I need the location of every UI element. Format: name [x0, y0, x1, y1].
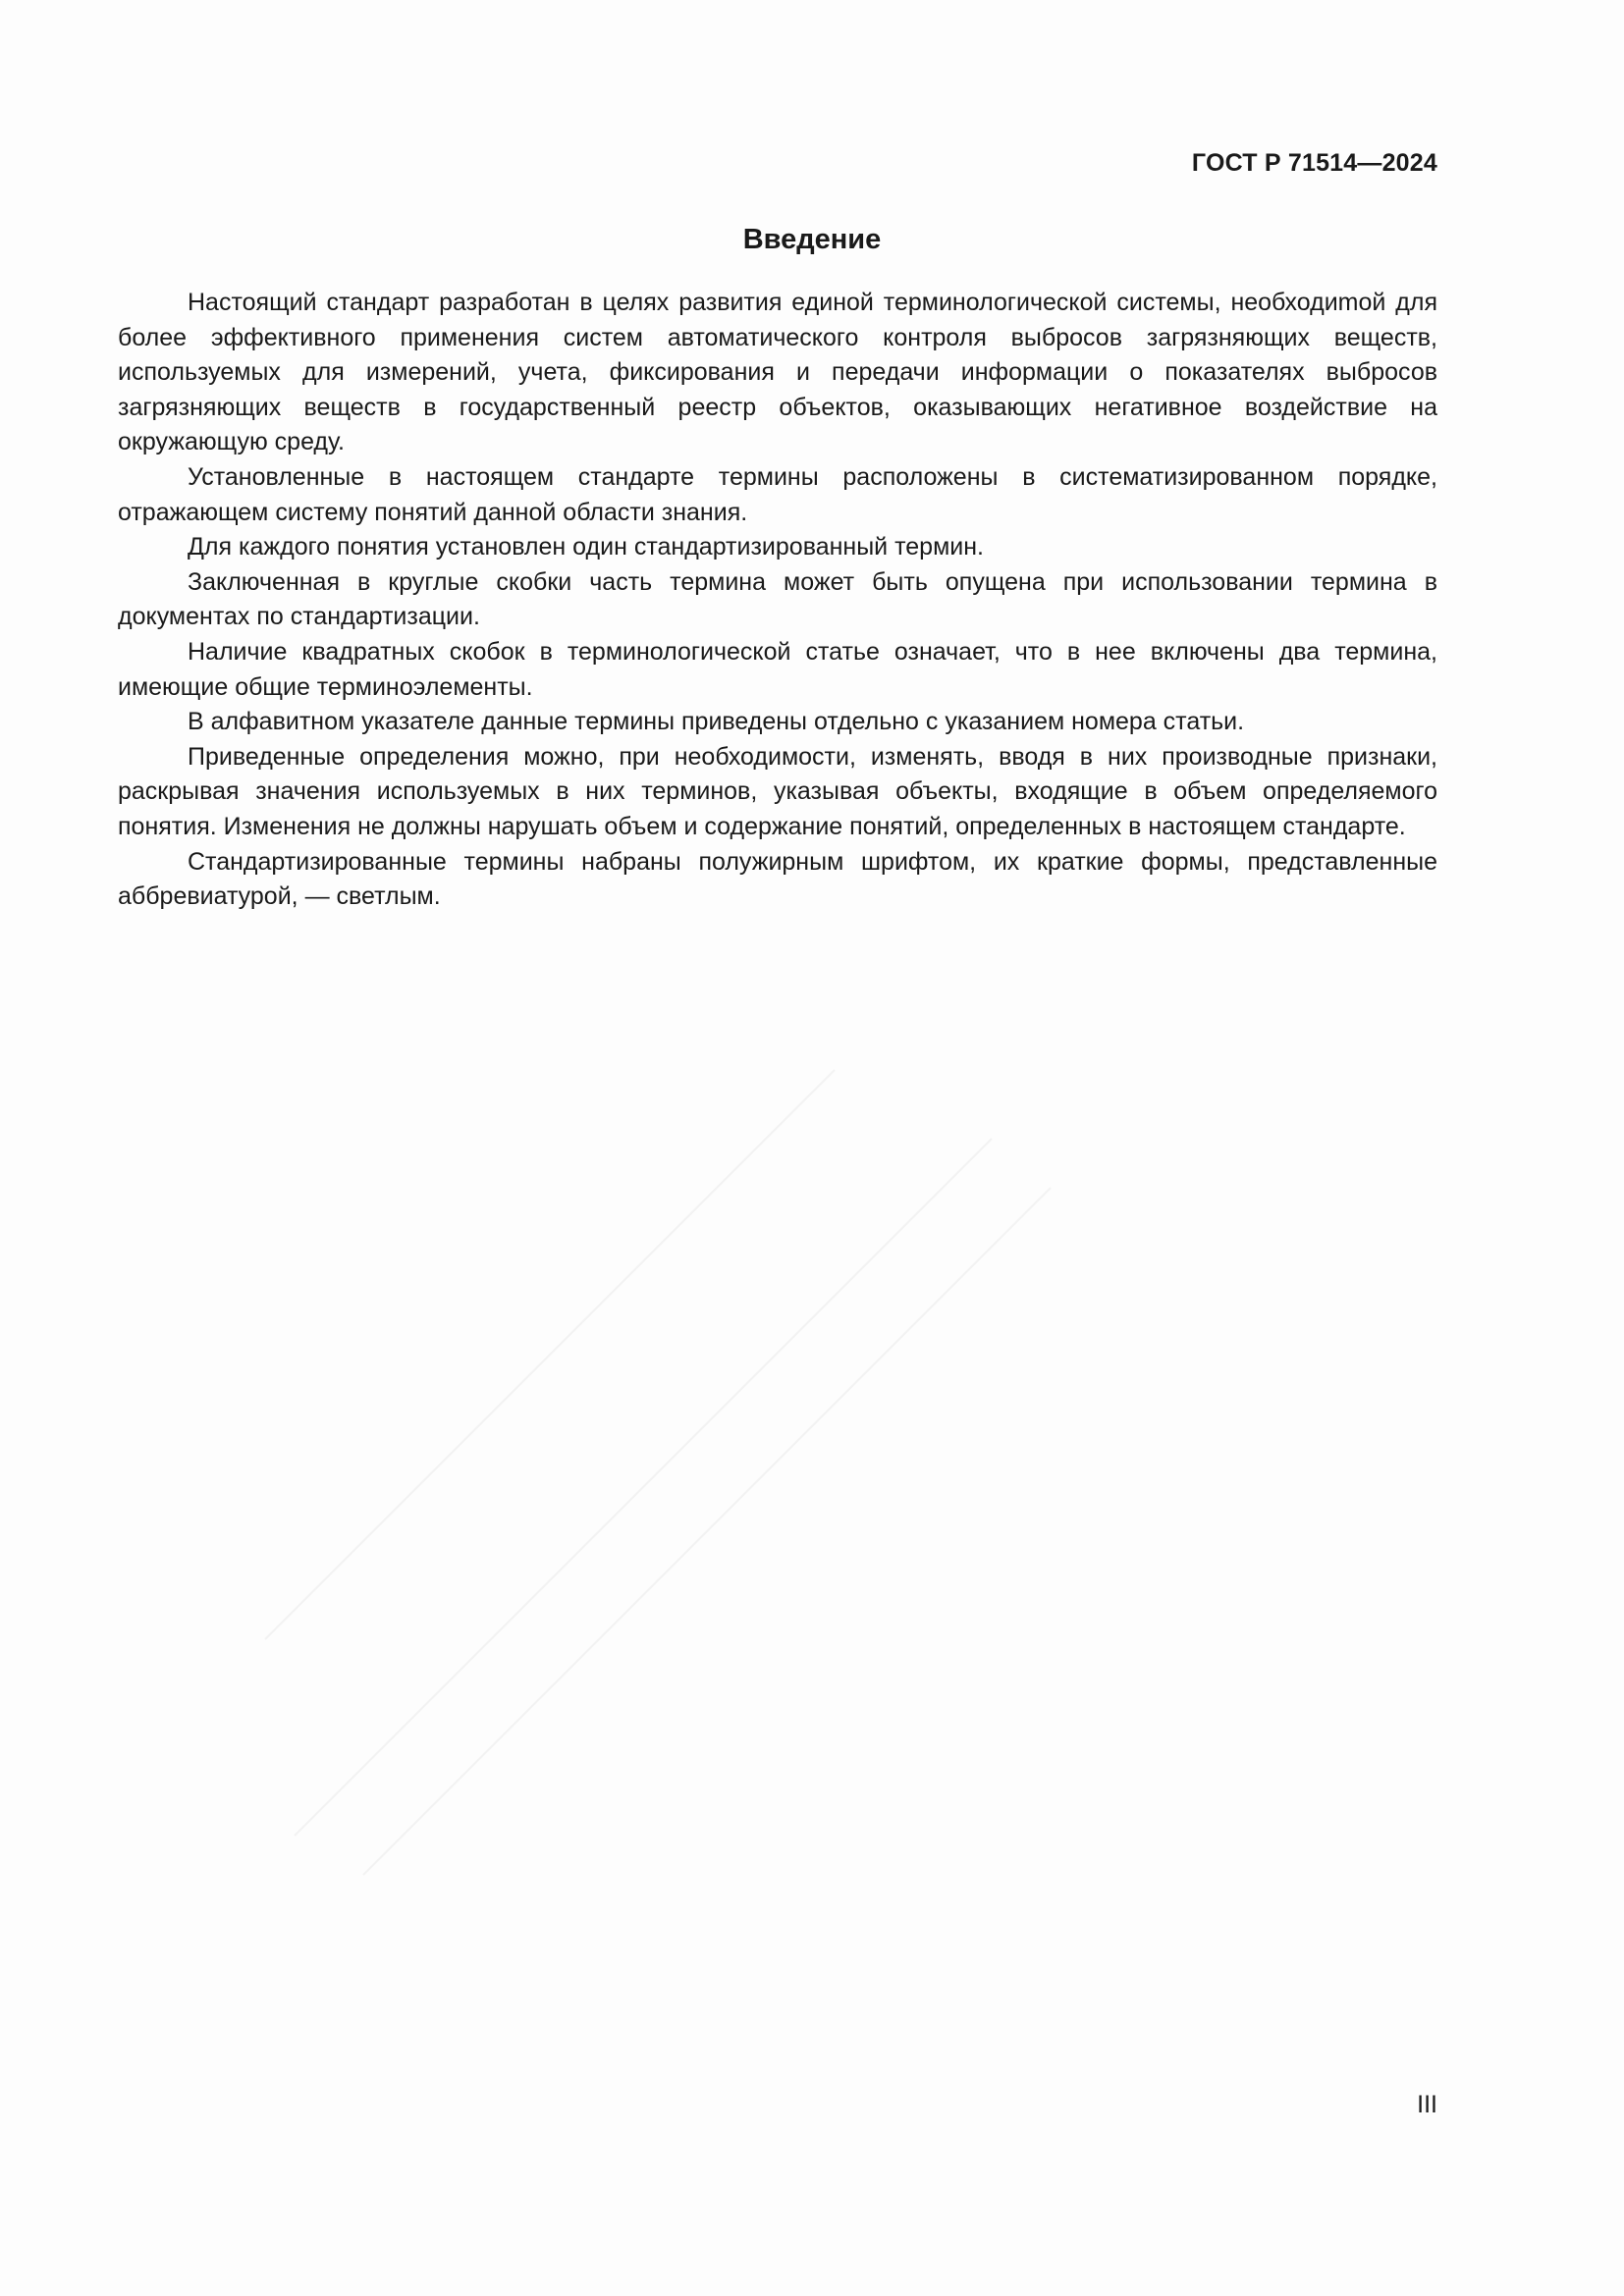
paragraph: Приведенные определения можно, при необходимости, изменять, вводя в них производные признаки, раскрывая значения используемых в них терминов, указывая объекты, входящие в объем определяемого понятия. Изменения не должны нарушать объем и содержание понятий, определенных в настоящем стандарте.	[118, 742, 1437, 840]
document-code: ГОСТ Р 71514—2024	[1191, 149, 1437, 177]
introduction-body	[118, 286, 1437, 915]
paragraph: Настоящий стандарт разработан в целях развития единой терминологической системы, необходиmой для более эффективного применения систем автоматического контроля выбросов загрязняющих веществ, используемых для измерений, учета, фиксирования и передачи информации о показателях выбросов загрязняющих веществ в государственный реестр объектов, оказывающих негативное воздействие на окружающую среду.	[118, 289, 1437, 456]
section-title: Введение	[742, 224, 882, 255]
paragraph: Установленные в настоящем стандарте термины расположены в систематизированном порядке, отражающем систему понятий данной области знания.	[118, 462, 1437, 526]
paragraph: Наличие квадратных скобок в терминологической статье означает, что в нее включены два термина, имеющие общие терминоэлементы.	[118, 637, 1437, 701]
paragraph: Заключенная в круглые скобки часть термина может быть опущена при использовании термина в документах по стандартизации.	[118, 567, 1437, 631]
paragraph: Для каждого понятия установлен один стандартизированный термин.	[188, 533, 984, 561]
page-number: III	[1417, 2091, 1437, 2118]
paragraph: В алфавитном указателе данные термины приведены отдельно с указанием номера статьи.	[188, 708, 1245, 736]
paragraph: Стандартизированные термины набраны полужирным шрифтом, их краткие формы, представленные аббревиатурой, — светлым.	[118, 847, 1437, 911]
faint-stamp-watermark	[245, 1031, 1129, 1914]
